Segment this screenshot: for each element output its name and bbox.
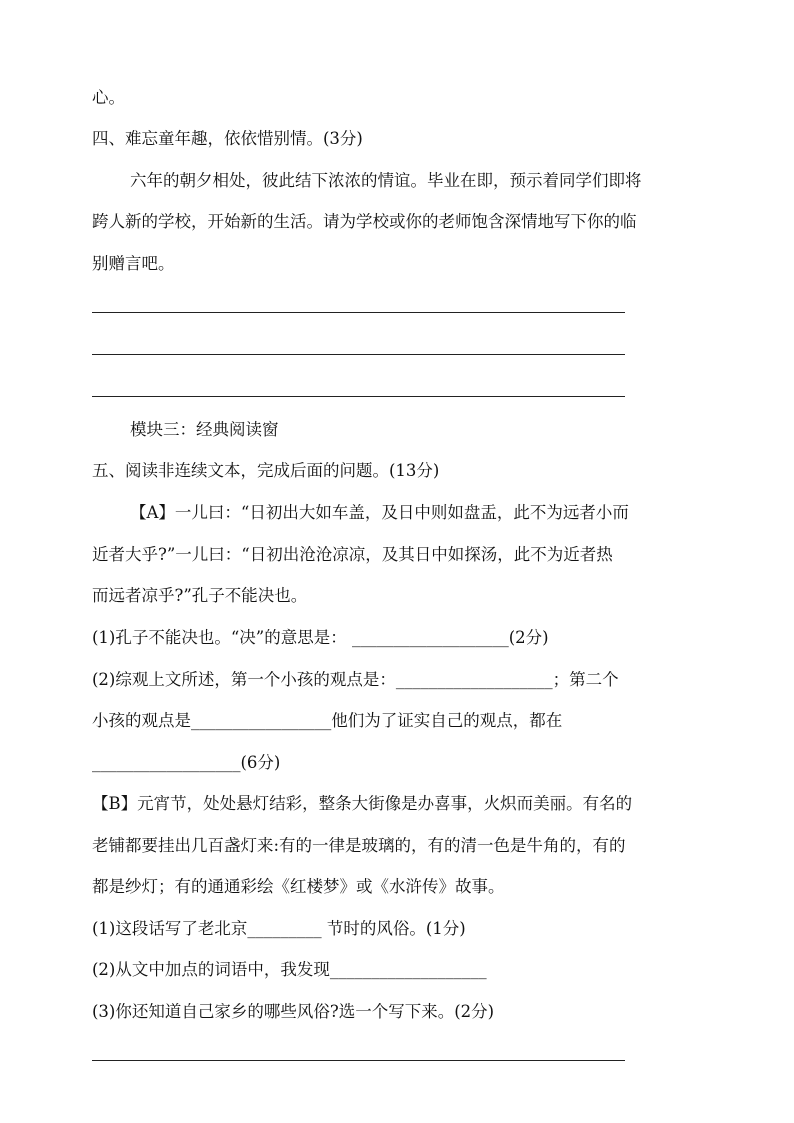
sub-question: __________________(6分) [92, 753, 281, 772]
answer-blank-line[interactable] [92, 396, 625, 397]
text-line: 心。 [92, 88, 125, 107]
passage-a-line: 近者大乎?”一儿曰：“日初出沧沧凉凉，及其日中如探汤，此不为近者热 [92, 545, 613, 564]
text-line: 六年的朝夕相处，彼此结下浓浓的情谊。毕业在即，预示着同学们即将 [130, 171, 642, 190]
sub-question: (1)孔子不能决也。“决”的意思是： ___________________(2分) [92, 628, 549, 647]
module-three-heading: 模块三：经典阅读窗 [130, 420, 279, 439]
question-four-heading: 四、难忘童年趣，依依惜别情。(3分) [92, 129, 363, 148]
question-five-heading: 五、阅读非连续文本，完成后面的问题。(13分) [92, 461, 440, 480]
sub-question: (1)这段话写了老北京_________ 节时的风俗。(1分) [92, 919, 466, 938]
text-line: 别赠言吧。 [92, 254, 175, 273]
sub-question: (3)你还知道自己家乡的哪些风俗?选一个写下来。(2分) [92, 1002, 495, 1021]
sub-question: (2)综观上文所述，第一个小孩的观点是：___________________；第二个 [92, 670, 619, 689]
passage-a-line: 而远者凉乎?”孔子不能决也。 [92, 586, 308, 605]
text-line: 跨人新的学校，开始新的生活。请为学校或你的老师饱含深情地写下你的临 [92, 212, 637, 231]
passage-b-line: 都是纱灯；有的通通彩绘《红楼梦》或《水浒传》故事。 [92, 877, 505, 896]
sub-question: 小孩的观点是_________________他们为了证实自己的观点，都在 [92, 711, 563, 730]
sub-question: (2)从文中加点的词语中，我发现___________________ [92, 960, 487, 979]
answer-blank-line[interactable] [92, 354, 625, 355]
answer-blank-line[interactable] [92, 1060, 625, 1061]
answer-blank-line[interactable] [92, 312, 625, 313]
passage-a-line: 【A】一儿曰：“日初出大如车盖，及日中则如盘盂，此不为远者小而 [130, 503, 629, 522]
passage-b-line: 【B】元宵节，处处悬灯结彩，整条大街像是办喜事，火炽而美丽。有名的 [92, 794, 633, 813]
passage-b-line: 老铺都要挂出几百盏灯来:有的一律是玻璃的，有的清一色是牛角的，有的 [92, 836, 626, 855]
